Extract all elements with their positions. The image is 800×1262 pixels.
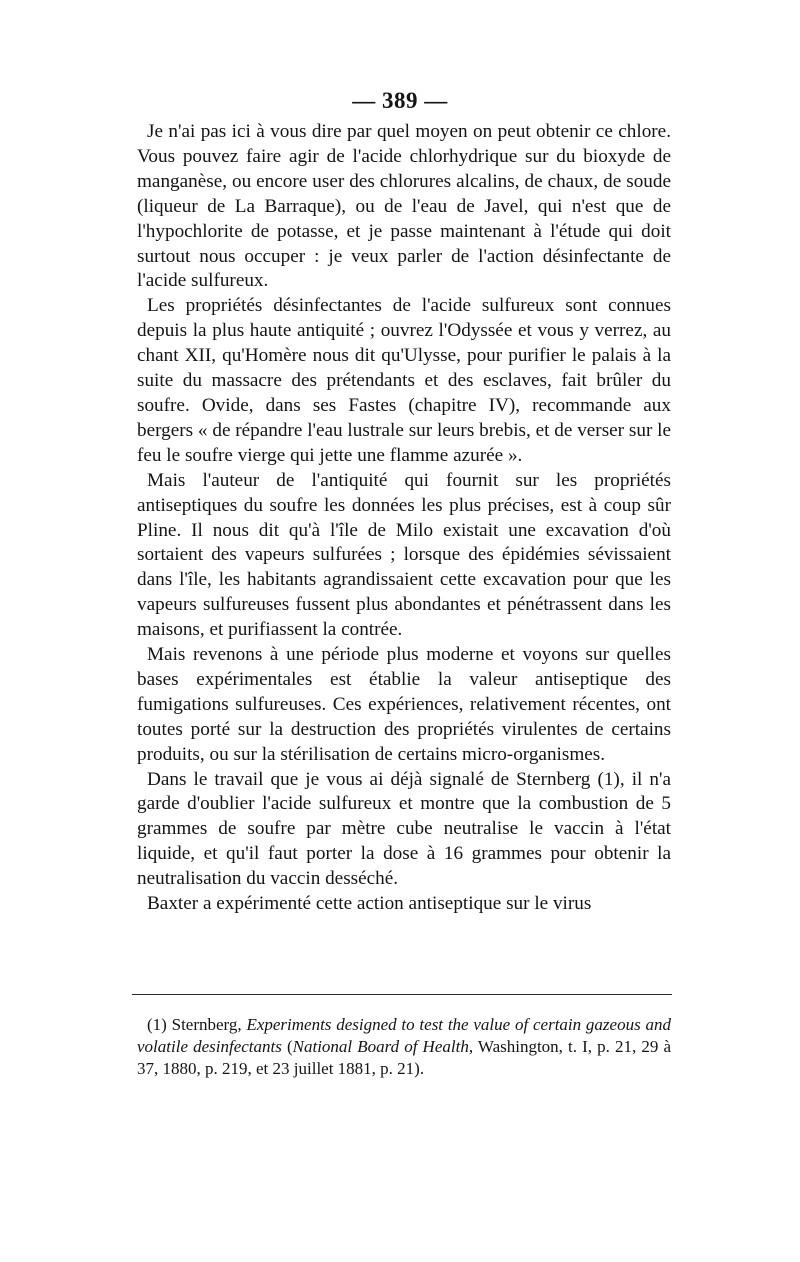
paragraph-chlore: Je n'ai pas ici à vous dire par quel moyen on peut obtenir ce chlore. Vous pouvez faire agir de l'acide chlorhydrique sur du bioxyde de manganèse, ou encore user des chlorures alcalins, de chaux, de soude (liqueur de La Barraque), ou de l'eau de Javel, qui n'est que de l'hypochlorite de potasse, et je passe maintenant à l'étude qui doit surtout nous occuper : je veux parler de l'action désinfectante de l'acide sulfureux. bbox=[137, 121, 671, 292]
paragraph-pline: Mais l'auteur de l'antiquité qui fournit sur les propriétés antiseptiques du soufre les données les plus précises, est à coup sûr Pline. Il nous dit qu'à l'île de Milo existait une excavation d'où sortaient des vapeurs sulfurées ; lorsque des épidémies sévissaient dans l'île, les habitants agrandissaient cette excavation pour que les vapeurs sulfureuses fussent plus abondantes et pénétrassent dans les maisons, et purifiassent la contrée. bbox=[137, 469, 671, 641]
paragraph-fumigations: Mais revenons à une période plus moderne et voyons sur quelles bases expérimentales est établie la valeur antiseptique des fumigations sulfureuses. Ces expériences, relativement récentes, ont toutes porté sur la destruction des propriétés virulentes de certains produits, ou sur la stérilisation de certains micro-organismes. bbox=[137, 644, 671, 765]
footnote-rest: , Washington, t. I, p. 21, 29 à 37, 1880, p. 219, et 23 juillet 1881, p. 21). bbox=[137, 1037, 672, 1078]
paragraph-sternberg: Dans le travail que je vous ai déjà signalé de Sternberg (1), il n'a garde d'oublier l'acide sulfureux et montre que la combustion de 5 grammes de soufre par mètre cube neutralise le vaccin à l'état liquide, et qu'il faut porter la dose à 16 grammes pour obtenir la neutralisation du vaccin desséché. bbox=[137, 768, 671, 890]
body-text bbox=[137, 120, 671, 917]
footnote bbox=[137, 1014, 671, 1080]
footnote-open-paren: ( bbox=[281, 1037, 293, 1056]
page-number: — 389 — bbox=[352, 88, 448, 113]
footnote-marker: (1) Sternberg, bbox=[147, 1015, 247, 1034]
footnote-title: Experiments designed to test the value of certain gazeous and volatile desinfectants bbox=[137, 1015, 671, 1056]
footnote-divider bbox=[132, 994, 672, 995]
footnote-publication: National Board of Health bbox=[292, 1037, 469, 1056]
paragraph-odyssee: Les propriétés désinfectantes de l'acide sulfureux sont connues depuis la plus haute antiquité ; ouvrez l'Odyssée et vous y verrez, au chant XII, qu'Homère nous dit qu'Ulysse, pour purifier le palais à la suite du massacre des prétendants et des esclaves, fait brûler du soufre. Ovide, dans ses Fastes (chapitre IV), recommande aux bergers « de répandre l'eau lustrale sur leurs brebis, et de verser sur le feu le soufre vierge qui jette une flamme azurée ». bbox=[137, 295, 671, 466]
paragraph-baxter: Baxter a expérimenté cette action antiseptique sur le virus bbox=[147, 893, 592, 915]
